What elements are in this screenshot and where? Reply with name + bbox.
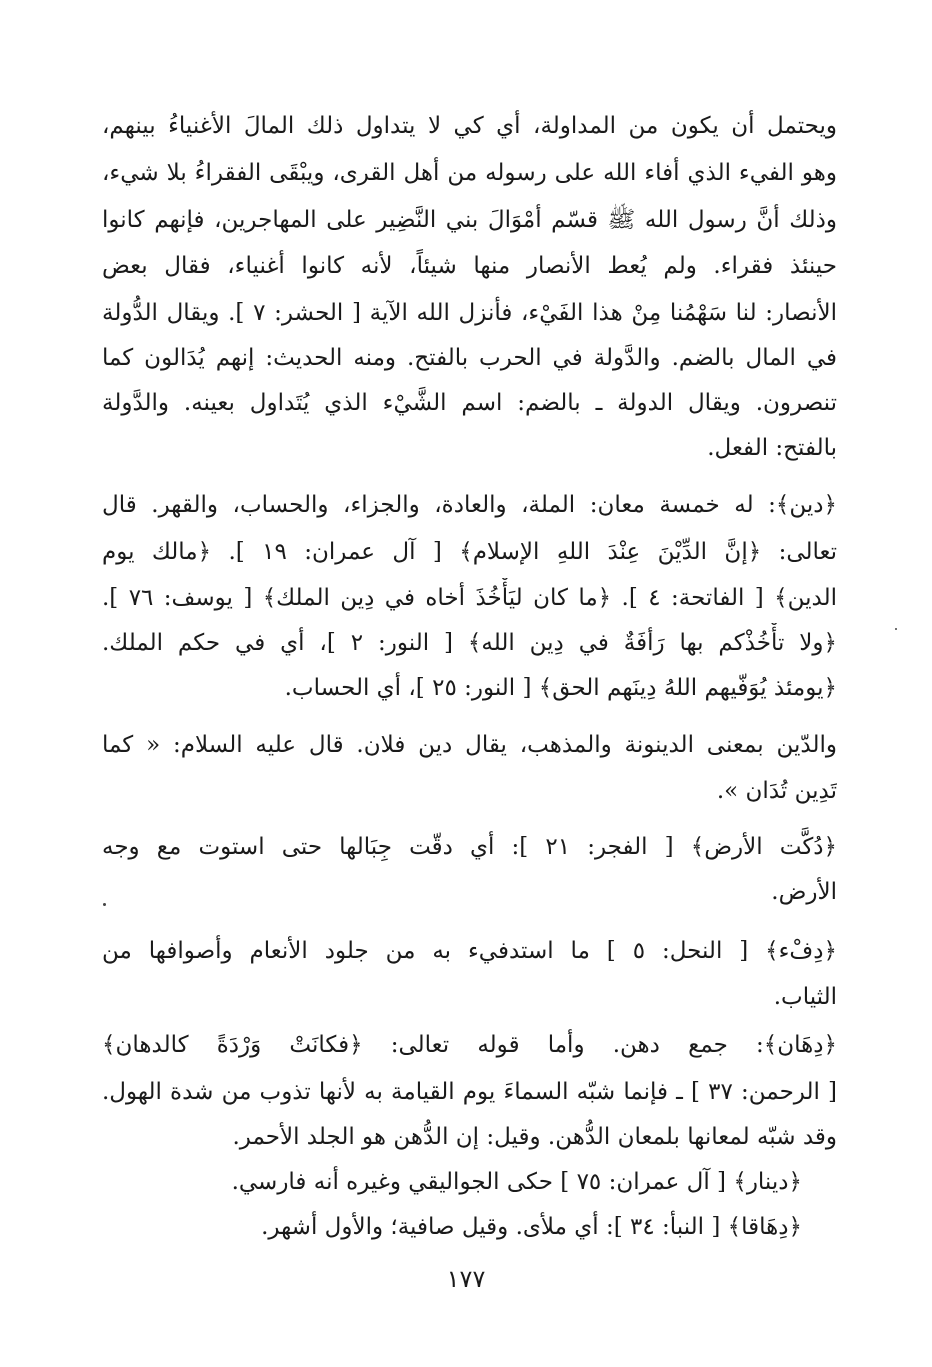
text-line: تعالى: ﴿إنَّ الدِّيْنَ عِنْدَ اللهِ الإسلام﴾ [ آل عمران: ١٩ ]. ﴿مالك يوم: [102, 539, 837, 565]
entry-dinar-line: ﴿دينار﴾ [ آل عمران: ٧٥ ] حكى الجواليقي وغيره أنه فارسي.: [231, 1169, 802, 1195]
entry-dihaqa-line: ﴿دِهَاقا﴾ [ النبأ: ٣٤ ]: أي ملأى. وقيل صافية؛ والأول أشهر.: [261, 1214, 802, 1240]
text-line: الأرض.: [771, 879, 837, 905]
text-line: والدّين بمعنى الدينونة والمذهب، يقال دين فلان. قال عليه السلام: « كما: [102, 732, 837, 758]
text-line: وهو الفيء الذي أفاء الله على رسوله من أهل القرى، ويبْقَى الفقراءُ بلا شيء،: [102, 160, 837, 186]
scan-speck: [103, 903, 106, 906]
text-line: ﴿ولا تأْخُذْكم بها رَأفَةٌ في دِين الله﴾ [ النور: ٢ ]، أي في حكم الملك.: [102, 630, 837, 656]
text-line: وذلك أنَّ رسول الله ﷺ قسّم أمْوَالَ بني النَّضِير على المهاجرين، فإنهم كانوا: [102, 207, 837, 233]
text-line: الأنصار: لنا سَهْمُنا مِنْ هذا الفَيْء، فأنزل الله الآية [ الحشر: ٧ ]. ويقال الدُّولة: [102, 300, 837, 326]
text-line: ويحتمل أن يكون من المداولة، أي كي لا يتداول ذلك المالَ الأغنياءُ بينهم،: [102, 113, 837, 139]
entry-dihan-line: ﴿دِهَان﴾: جمع دهن. وأما قوله تعالى: ﴿فكانَتْ وَرْدَةً كالدهان﴾: [102, 1032, 837, 1058]
text-line: [ الرحمن: ٣٧ ] ـ فإنما شبّه السماءَ يوم القيامة به لأنها تذوب من شدة الهول.: [102, 1079, 837, 1105]
entry-dukkat-line: ﴿دُكَّت الأرض﴾ [ الفجر: ٢١ ]: أي دقّت جِبَالها حتى استوت مع وجه: [102, 834, 837, 860]
text-line: الثياب.: [773, 984, 837, 1010]
text-line: تَدِين تُدَان ».: [716, 778, 837, 804]
text-line: في المال بالضم. والدَّولة في الحرب بالفتح. ومنه الحديث: إنهم يُدَالون كما: [102, 345, 837, 371]
text-line: ﴿يومئذ يُوَفّيهم اللهُ دِينَهم الحق﴾ [ النور: ٢٥ ]، أي الحساب.: [284, 675, 837, 701]
entry-dif-line: ﴿دِفْء﴾ [ النحل: ٥ ] ما استدفيء به من جلود الأنعام وأصوافها من: [102, 938, 837, 964]
text-line: بالفتح: الفعل.: [707, 435, 837, 461]
scan-speck: [895, 628, 897, 630]
text-line: تنصرون. ويقال الدولة ـ بالضم: اسم الشَّيْء الذي يُتَداول بعينه. والدَّولة: [102, 390, 837, 416]
text-line: حينئذ فقراء. ولم يُعط الأنصار منها شيئاً، لأنه كانوا أغنياء، فقال بعض: [102, 253, 837, 279]
entry-din-line: ﴿دين﴾: له خمسة معان: الملة، والعادة، والجزاء، والحساب، والقهر. قال: [102, 492, 837, 518]
text-line: وقد شبّه لمعانها بلمعان الدُّهن. وقيل: إن الدُّهن هو الجلد الأحمر.: [232, 1124, 837, 1150]
text-line: الدين﴾ [ الفاتحة: ٤ ]. ﴿ما كان ليَأْخُذَ أخاه في دِين الملك﴾ [ يوسف: ٧٦ ].: [102, 585, 837, 611]
page-number: ١٧٧: [446, 1265, 486, 1293]
